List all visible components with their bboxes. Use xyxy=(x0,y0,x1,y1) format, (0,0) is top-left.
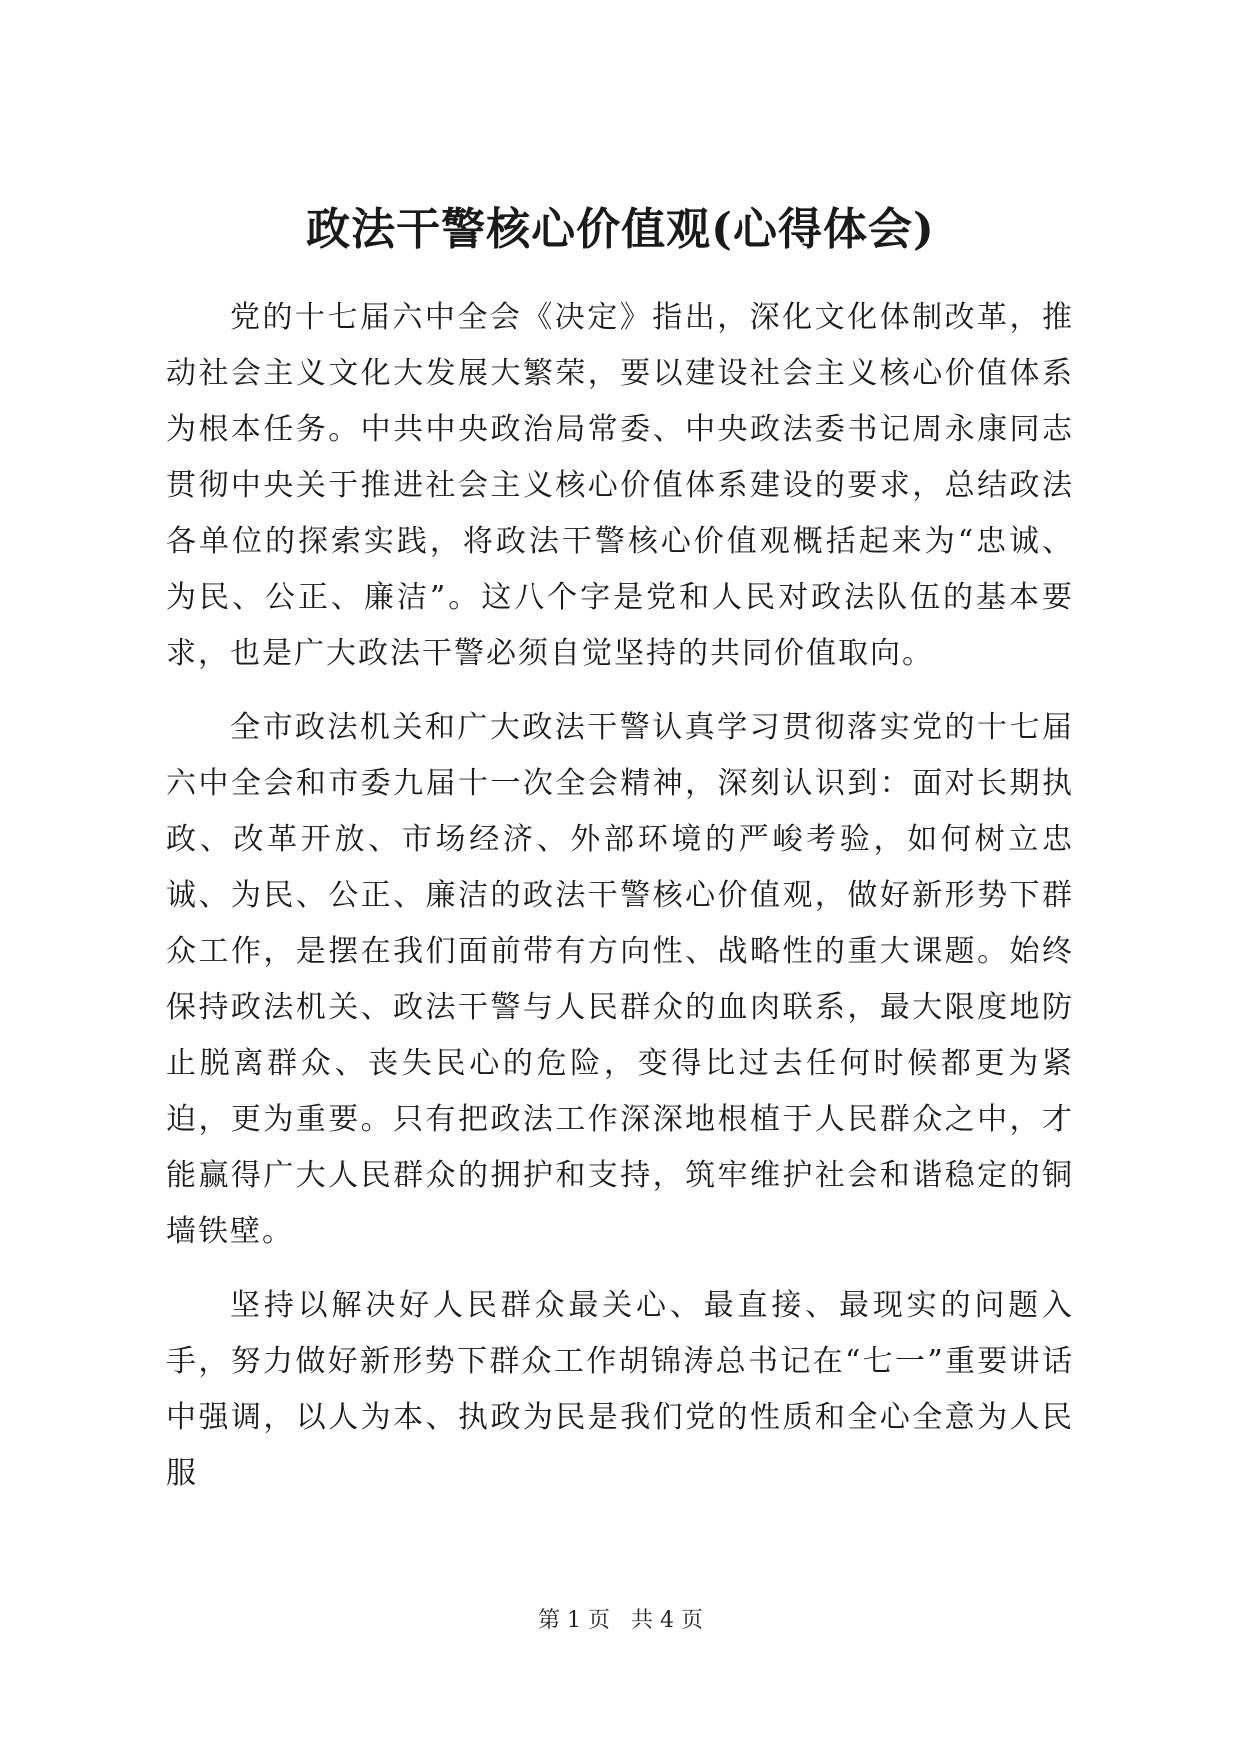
page-footer xyxy=(0,1606,1241,1636)
document-title: 政法干警核心价值观(心得体会) xyxy=(306,204,935,255)
page-total: 共 4 页 xyxy=(631,1608,703,1633)
paragraph: 全市政法机关和广大政法干警认真学习贯彻落实党的十七届六中全会和市委九届十一次全会精神，深刻认识到：面对长期执政、改革开放、市场经济、外部环境的严峻考验，如何树立忠诚、为民、公正、廉洁的政法干警核心价值观，做好新形势下群众工作，是摆在我们面前带有方向性、战略性的重大课题。始终保持政法机关、政法干警与人民群众的血肉联系，最大限度地防止脱离群众、丧失民心的危险，变得比过去任何时候都更为紧迫，更为重要。只有把政法工作深深地根植于人民群众之中，才能赢得广大人民群众的拥护和支持，筑牢维护社会和谐稳定的铜墙铁壁。 xyxy=(166,710,1074,1249)
paragraph: 坚持以解决好人民群众最关心、最直接、最现实的问题入手，努力做好新形势下群众工作胡锦涛总书记在“七一”重要讲话中强调，以人为本、执政为民是我们党的性质和全心全意为人民服 xyxy=(166,1288,1074,1491)
paragraph: 党的十七届六中全会《决定》指出，深化文化体制改革，推动社会主义文化大发展大繁荣，要以建设社会主义核心价值体系为根本任务。中共中央政治局常委、中央政法委书记周永康同志贯彻中央关于推进社会主义核心价值体系建设的要求，总结政法各单位的探索实践，将政法干警核心价值观概括起来为“忠诚、为民、公正、廉洁”。这八个字是党和人民对政法队伍的基本要求，也是广大政法干警必须自觉坚持的共同价值取向。 xyxy=(166,300,1074,671)
page-number: 第 1 页 xyxy=(538,1608,610,1633)
document-body xyxy=(166,290,1074,1502)
